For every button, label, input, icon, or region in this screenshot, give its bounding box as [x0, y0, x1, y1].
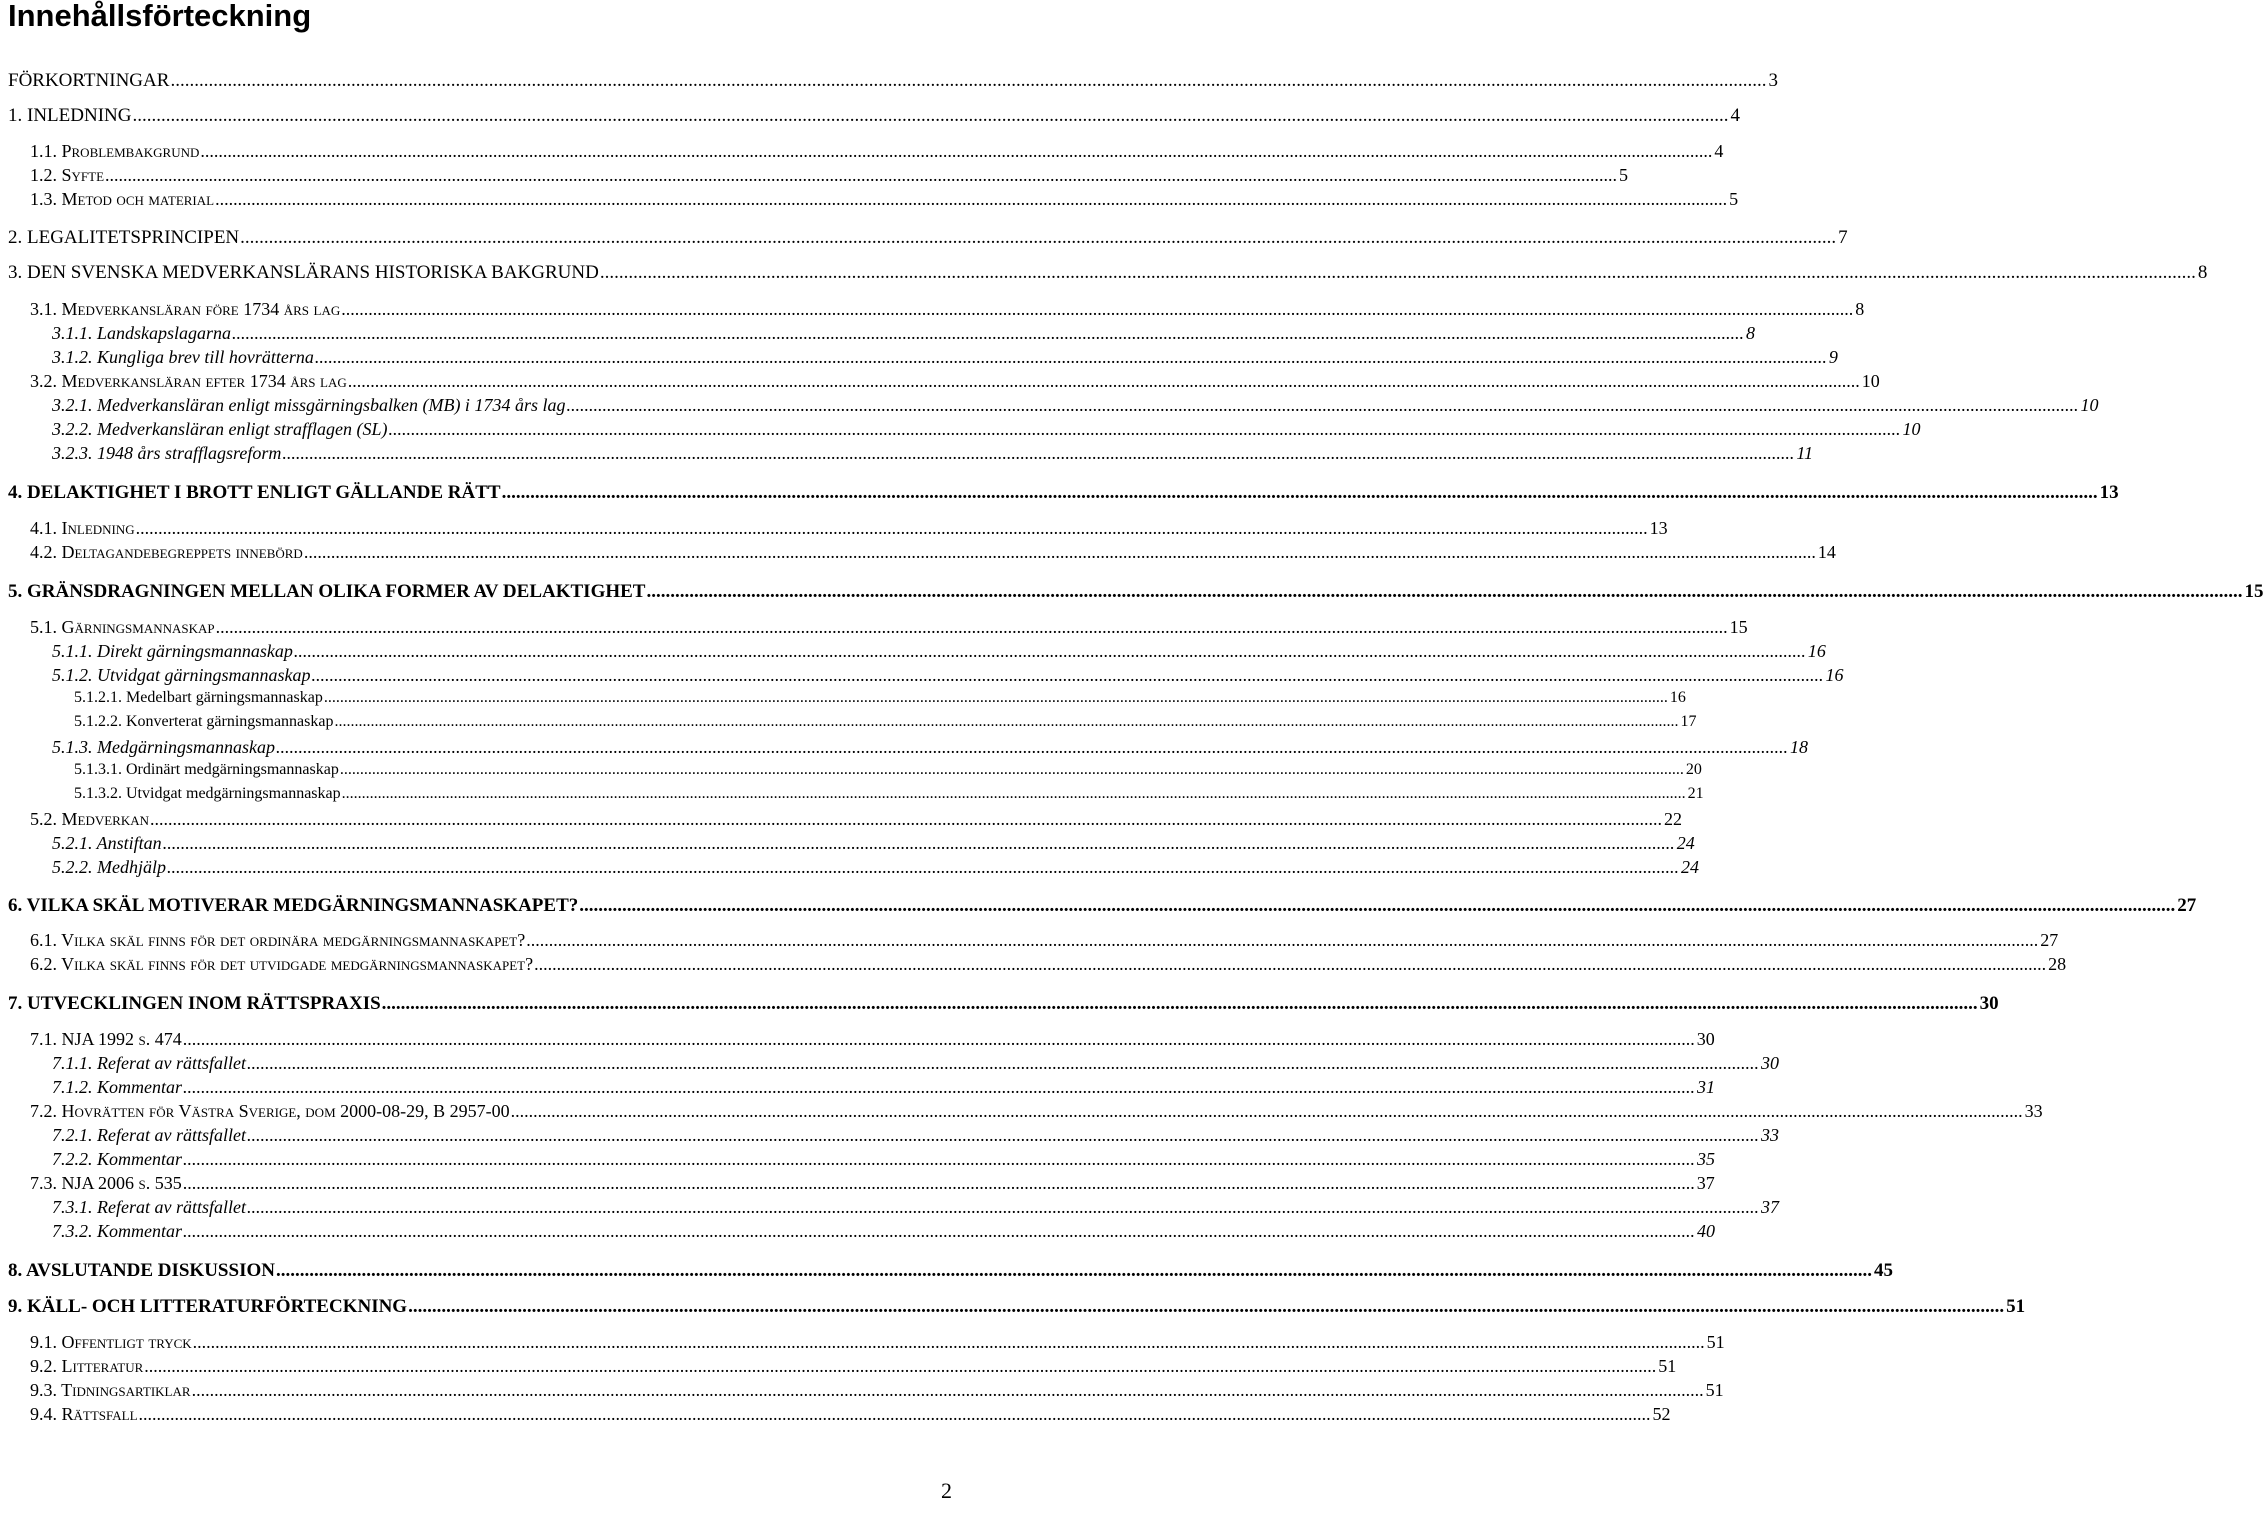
- toc-leader-dots: [276, 736, 1788, 758]
- toc-entry-title: FÖRKORTNINGAR: [8, 70, 170, 91]
- toc-entry[interactable]: [30, 1028, 1715, 1050]
- toc-entry-page: 35: [1697, 1149, 1715, 1169]
- toc-leader-dots: [511, 1100, 2023, 1122]
- toc-leader-dots: [163, 832, 1675, 854]
- toc-entry-title: 9.1. Offentligt tryck: [30, 1332, 192, 1352]
- toc-entry-title: 3.2.2. Medverkansläran enligt strafflagen (SL): [52, 419, 388, 439]
- toc-entry-page: 30: [1760, 1053, 1779, 1073]
- toc-leader-dots: [334, 712, 1678, 732]
- toc-entry-page: 16: [1669, 689, 1686, 706]
- toc-entry-title: 6.2. Vilka skäl finns för det utvidgade medgärningsmannaskapet?: [30, 954, 534, 974]
- toc-leader-dots: [408, 1295, 2004, 1318]
- toc-entry-page: 52: [1652, 1404, 1671, 1424]
- toc-leader-dots: [502, 481, 2098, 504]
- toc-entry-title: 5.1.3.2. Utvidgat medgärningsmannaskap: [74, 785, 341, 802]
- toc-entry-title: 3. DEN SVENSKA MEDVERKANSLÄRANS HISTORISKA BAKGRUND: [8, 262, 599, 283]
- toc-entry-title: 9.2. Litteratur: [30, 1356, 144, 1376]
- toc-entry[interactable]: [52, 856, 1699, 878]
- toc-entry-page: 18: [1790, 737, 1808, 757]
- toc-entry[interactable]: [30, 298, 1865, 320]
- toc-leader-dots: [600, 261, 2196, 284]
- toc-entry[interactable]: [52, 346, 1838, 368]
- toc-entry-page: 21: [1687, 785, 1704, 802]
- toc-leader-dots: [183, 1148, 1695, 1170]
- toc-entry-page: 37: [1696, 1173, 1715, 1193]
- toc-leader-dots: [312, 664, 1824, 686]
- toc-entry-page: 24: [1681, 857, 1699, 877]
- toc-leader-dots: [200, 140, 1712, 162]
- toc-leader-dots: [566, 394, 2078, 416]
- toc-entry-page: 16: [1825, 665, 1844, 685]
- toc-entry-page: 20: [1685, 761, 1702, 778]
- toc-entry[interactable]: [74, 688, 1686, 708]
- toc-leader-dots: [282, 442, 1794, 464]
- toc-entry-title: 4.1. Inledning: [30, 518, 135, 538]
- toc-leader-dots: [579, 894, 2175, 917]
- toc-leader-dots: [247, 1196, 1759, 1218]
- toc-entry-title: 3.2.1. Medverkansläran enligt missgärningsbalken (MB) i 1734 års lag: [52, 395, 566, 415]
- toc-entry[interactable]: [52, 1076, 1715, 1098]
- toc-leader-dots: [247, 1052, 1759, 1074]
- toc-entry-page: 45: [1873, 1260, 1893, 1281]
- toc-entry[interactable]: [30, 1172, 1715, 1194]
- toc-entry-title: 1.1. Problembakgrund: [30, 141, 200, 161]
- toc-entry-title: 7. UTVECKLINGEN INOM RÄTTSPRAXIS: [8, 993, 381, 1014]
- toc-leader-dots: [382, 992, 1978, 1015]
- toc-entry-title: 7.1.1. Referat av rättsfallet: [52, 1053, 246, 1073]
- toc-entry[interactable]: [30, 188, 1739, 210]
- toc-entry[interactable]: [8, 226, 1848, 249]
- toc-entry[interactable]: [8, 261, 2208, 284]
- toc-entry-title: 5.1.3.1. Ordinärt medgärningsmannaskap: [74, 761, 339, 778]
- toc-entry[interactable]: [30, 541, 1836, 563]
- toc-leader-dots: [170, 69, 1766, 92]
- toc-entry-page: 10: [1902, 419, 1921, 439]
- toc-entry[interactable]: [52, 1124, 1779, 1146]
- toc-entry[interactable]: [52, 394, 2099, 416]
- toc-entry-page: 3: [1768, 70, 1778, 91]
- toc-entry-page: 28: [2048, 954, 2067, 974]
- toc-entry-page: 51: [1658, 1356, 1677, 1376]
- toc-entry-title: 9.4. Rättsfall: [30, 1404, 138, 1424]
- toc-leader-dots: [216, 616, 1728, 638]
- toc-entry-page: 37: [1760, 1197, 1779, 1217]
- toc-leader-dots: [341, 298, 1853, 320]
- toc-leader-dots: [276, 1259, 1872, 1282]
- toc-leader-dots: [342, 784, 1686, 804]
- toc-leader-dots: [294, 640, 1806, 662]
- toc-entry-title: 5.1.2. Utvidgat gärningsmannaskap: [52, 665, 311, 685]
- toc-entry-page: 10: [2080, 395, 2099, 415]
- toc-entry-title: 1.2. Syfte: [30, 165, 105, 185]
- toc-entry-title: 3.2. Medverkansläran efter 1734 års lag: [30, 371, 347, 391]
- toc-entry-title: 3.1.1. Landskapslagarna: [52, 323, 232, 343]
- toc-entry-title: 5.2.1. Anstiftan: [52, 833, 162, 853]
- toc-leader-dots: [183, 1076, 1695, 1098]
- toc-entry-title: 5.2. Medverkan: [30, 809, 149, 829]
- toc-entry-page: 33: [1760, 1125, 1779, 1145]
- toc-leader-dots: [304, 541, 1816, 563]
- toc-entry[interactable]: [8, 580, 2263, 603]
- toc-leader-dots: [340, 760, 1684, 780]
- toc-entry[interactable]: [52, 736, 1808, 758]
- toc-entry-page: 7: [1838, 227, 1848, 248]
- toc-entry-title: 5. GRÄNSDRAGNINGEN MELLAN OLIKA FORMER AV DELAKTIGHET: [8, 581, 646, 602]
- toc-entry[interactable]: [8, 894, 2197, 917]
- toc-entry-title: 5.1.2.1. Medelbart gärningsmannaskap: [74, 689, 323, 706]
- toc-entry[interactable]: [30, 808, 1682, 830]
- toc-leader-dots: [193, 1331, 1705, 1353]
- toc-entry[interactable]: [52, 1148, 1715, 1170]
- toc-entry-title: 1.3. Metod och material: [30, 189, 215, 209]
- toc-leader-dots: [183, 1172, 1695, 1194]
- toc-entry-title: 5.1.1. Direkt gärningsmannaskap: [52, 641, 293, 661]
- toc-entry[interactable]: [30, 1379, 1724, 1401]
- toc-entry[interactable]: [52, 418, 1921, 440]
- toc-leader-dots: [240, 226, 1836, 249]
- toc-entry[interactable]: [8, 1259, 1893, 1282]
- toc-entry-page: 27: [2040, 930, 2059, 950]
- toc-entry-page: 24: [1676, 833, 1695, 853]
- toc-leader-dots: [247, 1124, 1759, 1146]
- toc-leader-dots: [215, 188, 1727, 210]
- toc-entry[interactable]: [74, 760, 1702, 780]
- toc-entry-page: 8: [1746, 323, 1756, 343]
- toc-entry-page: 10: [1861, 371, 1880, 391]
- toc-entry[interactable]: [52, 442, 1814, 464]
- toc-entry-title: 3.1.2. Kungliga brev till hovrätterna: [52, 347, 314, 367]
- toc-entry[interactable]: [30, 517, 1668, 539]
- page-number: 2: [941, 1478, 952, 1503]
- toc-entry-title: 6.1. Vilka skäl finns för det ordinära medgärningsmannaskapet?: [30, 930, 526, 950]
- toc-entry-page: 4: [1730, 105, 1740, 126]
- toc-entry-page: 8: [2197, 262, 2208, 283]
- toc-entry-title: 9.3. Tidningsartiklar: [30, 1380, 191, 1400]
- toc-leader-dots: [167, 856, 1679, 878]
- toc-entry-page: 11: [1796, 443, 1814, 463]
- toc-leader-dots: [232, 322, 1744, 344]
- toc-entry-page: 5: [1619, 165, 1629, 185]
- toc-entry-page: 5: [1729, 189, 1739, 209]
- toc-leader-dots: [646, 580, 2242, 603]
- page-title: Innehållsförteckning: [8, 0, 312, 33]
- toc-entry[interactable]: [52, 832, 1695, 854]
- toc-entry[interactable]: [52, 1052, 1779, 1074]
- toc-entry-page: 8: [1855, 299, 1865, 319]
- toc-entry-title: 9. KÄLL- OCH LITTERATURFÖRTECKNING: [8, 1296, 408, 1317]
- toc-entry-title: 2. LEGALITETSPRINCIPEN: [8, 227, 240, 248]
- toc-leader-dots: [139, 1403, 1651, 1425]
- toc-entry-title: 7.3.1. Referat av rättsfallet: [52, 1197, 246, 1217]
- toc-entry-title: 7.3.2. Kommentar: [52, 1221, 182, 1241]
- toc-entry[interactable]: [30, 953, 2067, 975]
- toc-entry-title: 5.1. Gärningsmannaskap: [30, 617, 215, 637]
- toc-entry-page: 22: [1664, 809, 1682, 829]
- toc-entry-page: 13: [2099, 482, 2119, 503]
- toc-entry[interactable]: [8, 69, 1778, 92]
- toc-entry[interactable]: [30, 370, 1880, 392]
- toc-entry[interactable]: [30, 1100, 2043, 1122]
- toc-leader-dots: [324, 688, 1668, 708]
- toc-entry[interactable]: [30, 616, 1748, 638]
- toc-entry[interactable]: [74, 712, 1697, 732]
- toc-entry[interactable]: [30, 1331, 1725, 1353]
- toc-entry[interactable]: [52, 1220, 1715, 1242]
- toc-entry[interactable]: [52, 640, 1826, 662]
- toc-entry-title: 3.2.3. 1948 års strafflagsreform: [52, 443, 282, 463]
- toc-leader-dots: [150, 808, 1662, 830]
- toc-leader-dots: [315, 346, 1827, 368]
- toc-leader-dots: [388, 418, 1900, 440]
- toc-entry-page: 15: [2244, 581, 2263, 602]
- toc-leader-dots: [183, 1220, 1695, 1242]
- toc-entry[interactable]: [8, 992, 1999, 1015]
- toc-leader-dots: [348, 370, 1860, 392]
- toc-leader-dots: [192, 1379, 1704, 1401]
- toc-entry-title: 7.2. Hovrätten för Västra Sverige, dom 2000-08-29, B 2957-00: [30, 1101, 510, 1121]
- toc-entry[interactable]: [30, 140, 1724, 162]
- toc-entry-page: 9: [1828, 347, 1838, 367]
- toc-entry-title: 6. VILKA SKÄL MOTIVERAR MEDGÄRNINGSMANNASKAPET?: [8, 895, 579, 916]
- toc-entry-page: 31: [1697, 1077, 1715, 1097]
- toc-entry[interactable]: [52, 664, 1844, 686]
- toc-entry-title: 1. INLEDNING: [8, 105, 132, 126]
- toc-leader-dots: [105, 164, 1617, 186]
- toc-entry[interactable]: [8, 1295, 2026, 1318]
- toc-entry-page: 4: [1714, 141, 1724, 161]
- toc-entry[interactable]: [52, 322, 1756, 344]
- toc-entry[interactable]: [52, 1196, 1779, 1218]
- toc-entry-title: 7.1.2. Kommentar: [52, 1077, 182, 1097]
- toc-entry-page: 16: [1807, 641, 1826, 661]
- toc-entry-page: 30: [1696, 1029, 1715, 1049]
- toc-entry-title: 7.2.2. Kommentar: [52, 1149, 182, 1169]
- toc-entry-title: 5.2.2. Medhjälp: [52, 857, 166, 877]
- toc-entry-title: 7.1. NJA 1992 s. 474: [30, 1029, 182, 1049]
- toc-entry-title: 5.1.3. Medgärningsmannaskap: [52, 737, 275, 757]
- toc-entry-page: 14: [1817, 542, 1836, 562]
- toc-entry-title: 4. DELAKTIGHET I BROTT ENLIGT GÄLLANDE RÄTT: [8, 482, 501, 503]
- toc-entry-title: 5.1.2.2. Konverterat gärningsmannaskap: [74, 713, 334, 730]
- toc-leader-dots: [183, 1028, 1695, 1050]
- toc-entry-title: 4.2. Deltagandebegreppets innebörd: [30, 542, 303, 562]
- toc-entry-page: 40: [1697, 1221, 1715, 1241]
- toc-entry-page: 27: [2177, 895, 2197, 916]
- toc-leader-dots: [132, 104, 1728, 127]
- toc-entry[interactable]: [30, 929, 2059, 951]
- toc-leader-dots: [526, 929, 2038, 951]
- toc-entry-page: 13: [1649, 518, 1668, 538]
- toc-entry[interactable]: [30, 1355, 1677, 1377]
- toc-entry[interactable]: [8, 104, 1740, 127]
- toc-entry-title: 7.3. NJA 2006 s. 535: [30, 1173, 182, 1193]
- toc-entry-page: 51: [1705, 1380, 1724, 1400]
- toc-entry[interactable]: [30, 1403, 1671, 1425]
- toc-entry-page: 30: [1979, 993, 1999, 1014]
- toc-entry-page: 51: [1706, 1332, 1725, 1352]
- toc-leader-dots: [534, 953, 2046, 975]
- toc-entry[interactable]: [8, 481, 2119, 504]
- toc-leader-dots: [136, 517, 1648, 539]
- toc-entry-title: 3.1. Medverkansläran före 1734 års lag: [30, 299, 341, 319]
- toc-entry[interactable]: [74, 784, 1704, 804]
- toc-entry-page: 17: [1680, 713, 1697, 730]
- toc-entry[interactable]: [30, 164, 1629, 186]
- toc-entry-page: 15: [1729, 617, 1748, 637]
- toc-entry-title: 8. AVSLUTANDE DISKUSSION: [8, 1260, 275, 1281]
- toc-entry-page: 33: [2024, 1101, 2043, 1121]
- toc-leader-dots: [144, 1355, 1656, 1377]
- toc-entry-page: 51: [2006, 1296, 2026, 1317]
- toc-entry-title: 7.2.1. Referat av rättsfallet: [52, 1125, 246, 1145]
